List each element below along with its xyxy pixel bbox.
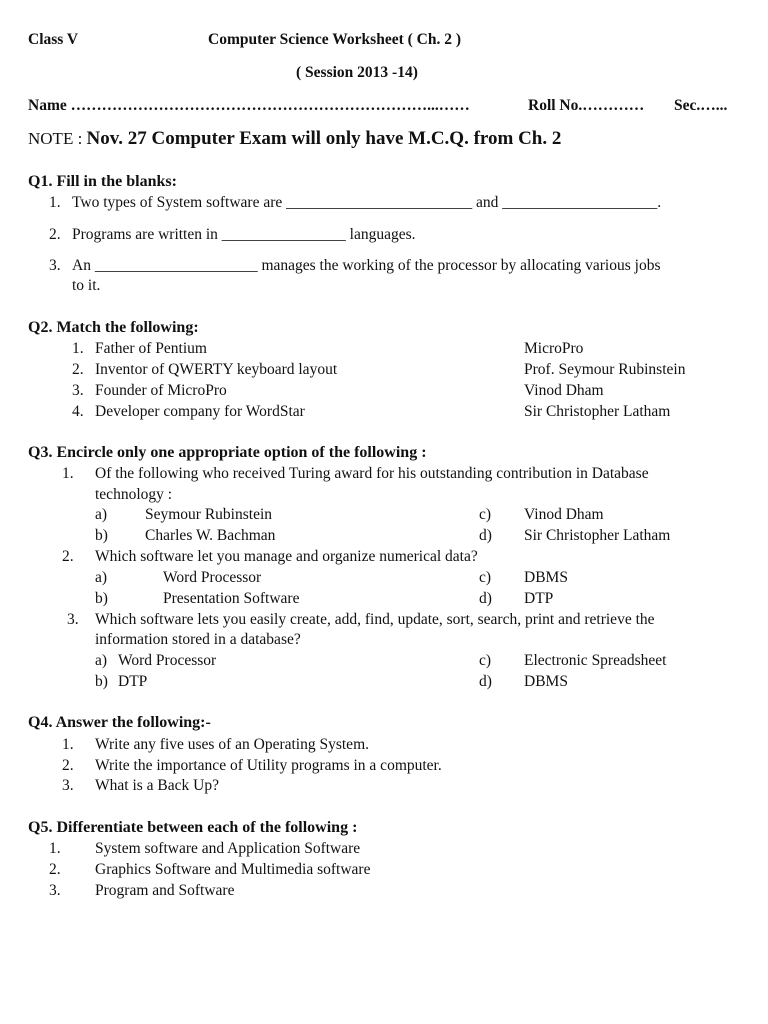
option-letter: b)	[95, 673, 108, 690]
option-letter: a)	[95, 506, 108, 523]
option-letter: c)	[479, 569, 492, 586]
q2-left-item: Founder of MicroPro	[95, 382, 227, 399]
q4-item-text: What is a Back Up?	[95, 777, 219, 794]
q1-item-number: 1.	[49, 194, 61, 211]
option-letter: c)	[479, 652, 492, 669]
option-letter: b)	[95, 590, 108, 607]
option-text: Charles W. Bachman	[145, 527, 276, 544]
name-field-line: Name ……………………………………………………………...……	[28, 97, 470, 114]
q3-heading: Q3. Encircle only one appropriate option of the following :	[28, 444, 427, 461]
q5-item-number: 3.	[49, 882, 61, 899]
section-field-line: Sec.…...	[674, 97, 728, 114]
q2-heading: Q2. Match the following:	[28, 319, 199, 336]
q1-item-text: An _____________________ manages the working of the processor by allocating various jobs	[72, 257, 661, 274]
q2-item-number: 1.	[72, 340, 84, 357]
q3-question-text-continued: information stored in a database?	[95, 631, 301, 648]
class-label: Class V	[28, 31, 79, 48]
roll-no-field-line: Roll No.…………	[528, 97, 645, 114]
option-text: Vinod Dham	[524, 506, 604, 523]
q4-heading: Q4. Answer the following:-	[28, 714, 211, 731]
q4-item-number: 3.	[62, 777, 74, 794]
option-letter: d)	[479, 673, 492, 690]
worksheet-title: Computer Science Worksheet ( Ch. 2 )	[208, 31, 462, 48]
option-text: Electronic Spreadsheet	[524, 652, 667, 669]
note-prefix: NOTE :	[28, 129, 87, 148]
q2-left-item: Inventor of QWERTY keyboard layout	[95, 361, 338, 378]
session-label: ( Session 2013 -14)	[296, 64, 418, 81]
option-text: DBMS	[524, 569, 568, 586]
option-letter: b)	[95, 527, 108, 544]
q4-item-number: 2.	[62, 757, 74, 774]
q2-right-item: Sir Christopher Latham	[524, 403, 671, 420]
q2-item-number: 2.	[72, 361, 84, 378]
q2-item-number: 3.	[72, 382, 84, 399]
q1-item-text: Programs are written in ________________ languages.	[72, 226, 416, 243]
q2-right-item: MicroPro	[524, 340, 584, 357]
q2-right-item: Prof. Seymour Rubinstein	[524, 361, 686, 378]
q3-question-text-continued: technology :	[95, 486, 173, 503]
option-letter: d)	[479, 590, 492, 607]
q3-question-number: 3.	[67, 611, 79, 628]
q3-question-text: Of the following who received Turing award for his outstanding contribution in Database	[95, 465, 649, 482]
option-text: Seymour Rubinstein	[145, 506, 273, 523]
q5-item-number: 1.	[49, 840, 61, 857]
q3-question-number: 2.	[62, 548, 74, 565]
q2-item-number: 4.	[72, 403, 84, 420]
option-text: Word Processor	[118, 652, 217, 669]
q3-question-number: 1.	[62, 465, 74, 482]
q2-left-item: Father of Pentium	[95, 340, 207, 357]
q3-question-text: Which software let you manage and organize numerical data?	[95, 548, 478, 565]
q2-right-item: Vinod Dham	[524, 382, 604, 399]
option-text: DTP	[524, 590, 554, 607]
option-text: Word Processor	[163, 569, 262, 586]
q4-item-text: Write the importance of Utility programs in a computer.	[95, 757, 442, 774]
option-text: Sir Christopher Latham	[524, 527, 671, 544]
q3-question-text: Which software lets you easily create, add, find, update, sort, search, print and retrieve the	[95, 611, 655, 628]
option-letter: c)	[479, 506, 492, 523]
q4-item-text: Write any five uses of an Operating System.	[95, 736, 369, 753]
q1-item-text-continued: to it.	[72, 277, 101, 294]
q5-item-text: Graphics Software and Multimedia software	[95, 861, 371, 878]
option-text: DBMS	[524, 673, 568, 690]
q4-item-number: 1.	[62, 736, 74, 753]
option-letter: a)	[95, 652, 108, 669]
q2-left-item: Developer company for WordStar	[95, 403, 305, 420]
q5-heading: Q5. Differentiate between each of the following :	[28, 819, 358, 836]
option-letter: d)	[479, 527, 492, 544]
q1-item-text: Two types of System software are ________________________ and ____________________.	[72, 194, 662, 211]
option-text: Presentation Software	[163, 590, 300, 607]
option-letter: a)	[95, 569, 108, 586]
q1-item-number: 2.	[49, 226, 61, 243]
q5-item-number: 2.	[49, 861, 61, 878]
option-text: DTP	[118, 673, 148, 690]
note-text: Nov. 27 Computer Exam will only have M.C.Q. from Ch. 2	[86, 128, 562, 149]
exam-note	[28, 127, 561, 152]
q1-item-number: 3.	[49, 257, 61, 274]
q5-item-text: System software and Application Software	[95, 840, 361, 857]
q1-heading: Q1. Fill in the blanks:	[28, 173, 177, 190]
q5-item-text: Program and Software	[95, 882, 235, 899]
